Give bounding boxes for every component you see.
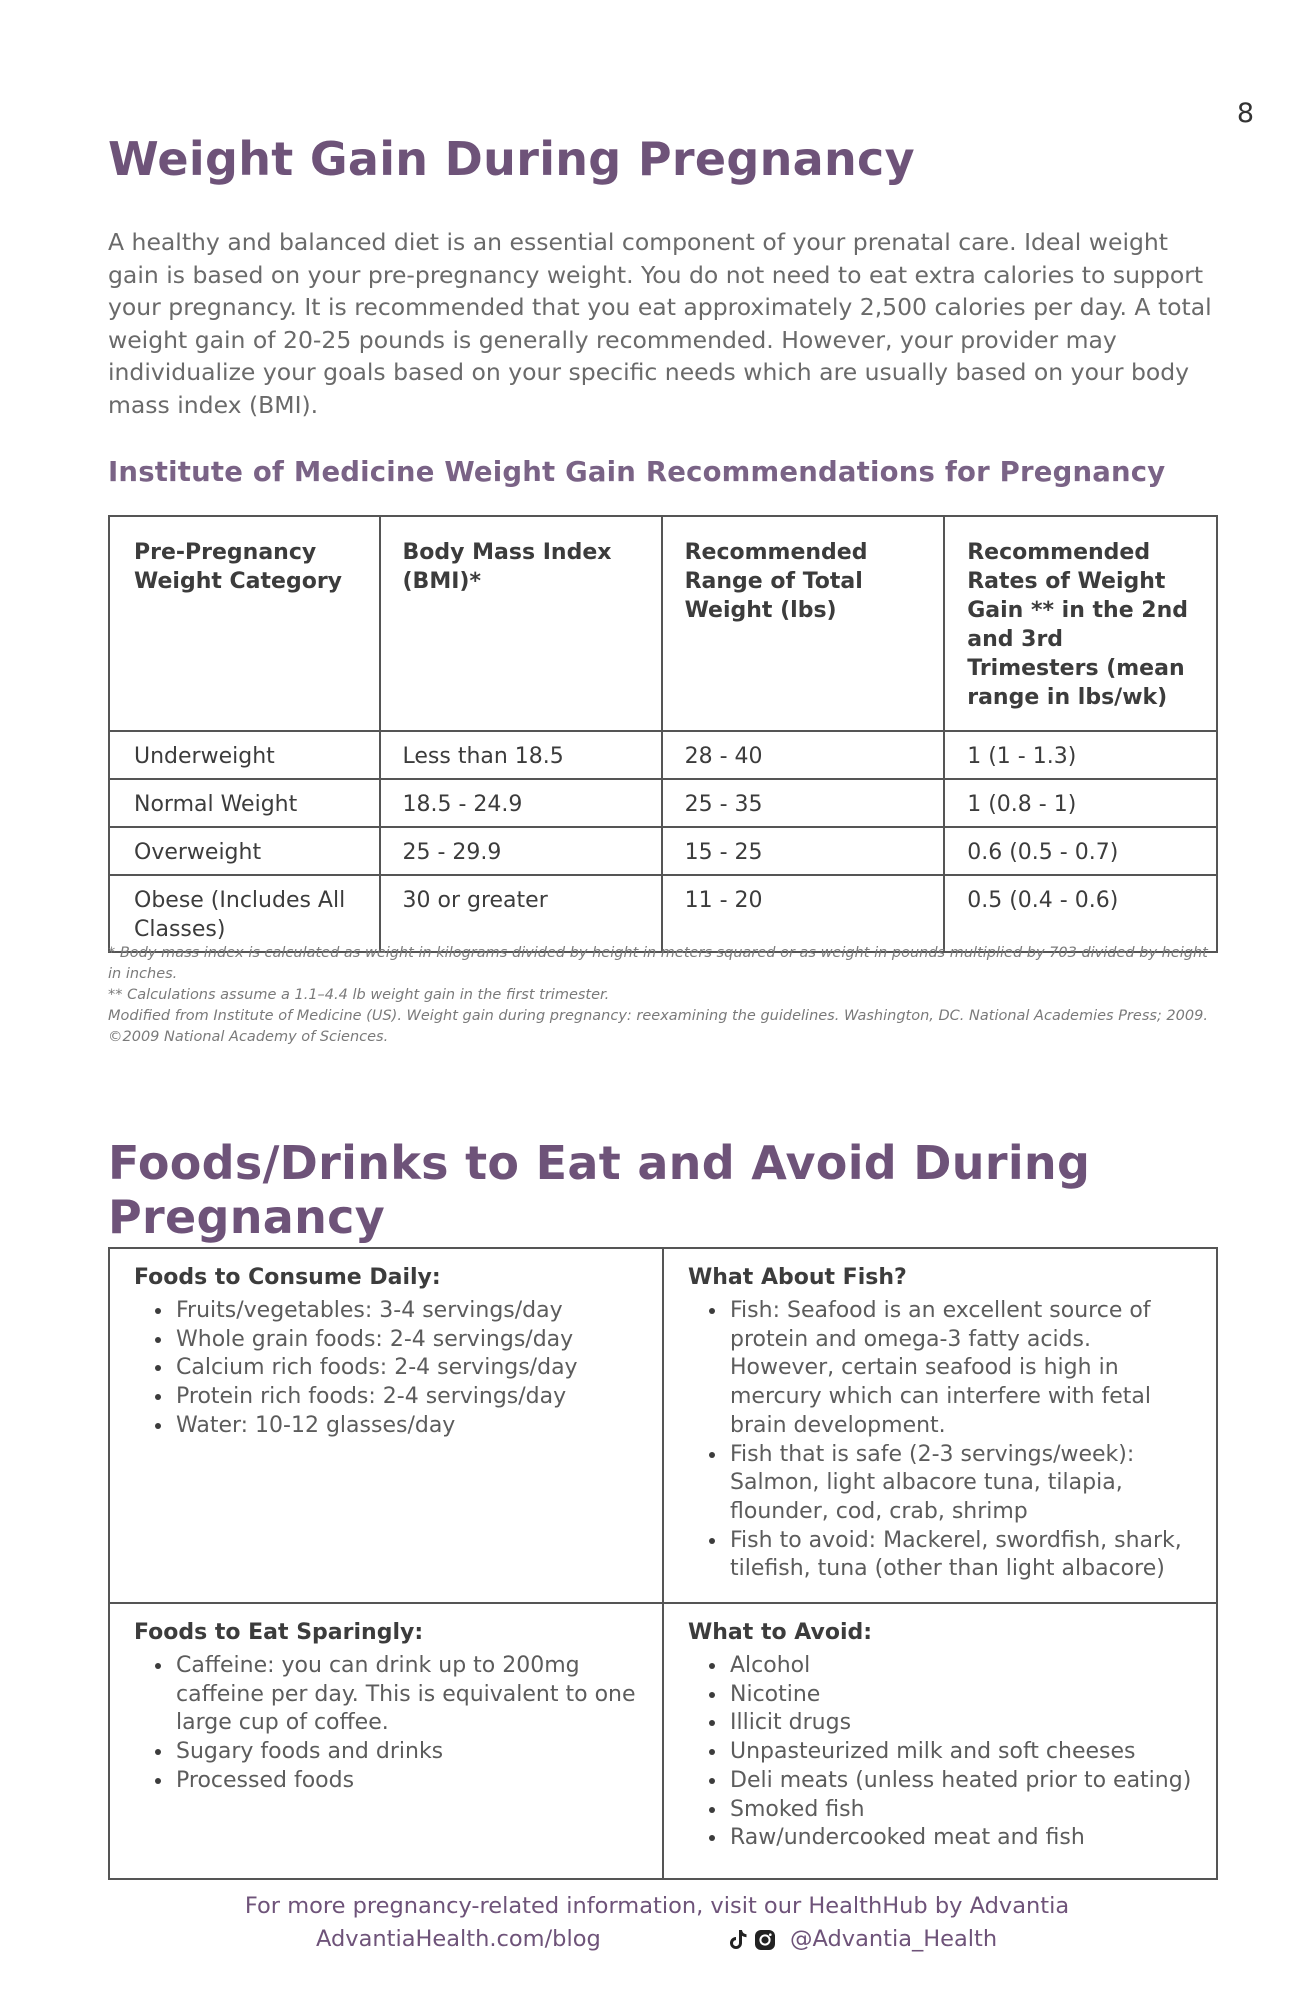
footer-links-line (0, 1923, 1314, 1956)
list-item: • Sugary foods and drinks (174, 1738, 642, 1767)
table-row (109, 827, 1217, 875)
list-item: • Unpasteurized milk and soft cheeses (728, 1738, 1196, 1767)
footer-info-line: For more pregnancy-related information, visit our HealthHub by Advantia (244, 1893, 1070, 1919)
list-item: • Whole grain foods: 2-4 servings/day (174, 1326, 642, 1355)
cell-title: What About Fish? (688, 1265, 907, 1290)
table-cell: 15 - 25 (662, 827, 945, 875)
list-item: • Alcohol (728, 1652, 1196, 1681)
list-item: • Water: 10-12 glasses/day (174, 1412, 642, 1441)
social-links (728, 1923, 997, 1956)
footer (0, 1890, 1314, 1956)
foods-row (109, 1248, 1217, 1603)
social-handle[interactable]: @Advantia_Health (790, 1926, 998, 1952)
tiktok-icon[interactable] (728, 1929, 748, 1951)
table-row (109, 731, 1217, 779)
foods-row (109, 1603, 1217, 1879)
item-list (688, 1297, 1196, 1584)
table-header-row (109, 516, 1217, 731)
list-item: • Raw/undercooked meat and fish (728, 1824, 1196, 1853)
foods-cell-avoid (663, 1603, 1217, 1879)
table-row (109, 875, 1217, 952)
cell-title: Foods to Consume Daily: (134, 1265, 441, 1290)
list-item: • Nicotine (728, 1681, 1196, 1710)
table-cell: Underweight (109, 731, 380, 779)
list-item: • Fruits/vegetables: 3-4 servings/day (174, 1297, 642, 1326)
foods-cell-fish (663, 1248, 1217, 1603)
list-item: • Fish: Seafood is an excellent source of protein and omega-3 fatty acids. However, certain seafood is high in mercury which can interfere with fetal brain development. (728, 1297, 1196, 1441)
cell-title: What to Avoid: (688, 1620, 873, 1646)
list-item: • Caffeine: you can drink up to 200mg caffeine per day. This is equivalent to one large cup of coffee. (174, 1652, 642, 1738)
cell-title: Foods to Eat Sparingly: (134, 1620, 424, 1646)
list-item: • Processed foods (174, 1767, 642, 1796)
table-row (109, 779, 1217, 827)
table-cell: 0.6 (0.5 - 0.7) (944, 827, 1217, 875)
bmi-table (108, 515, 1218, 953)
table-cell: 0.5 (0.4 - 0.6) (944, 875, 1217, 952)
table-cell: 11 - 20 (662, 875, 945, 952)
header-cell: Recommended Range of Total Weight (lbs) (662, 516, 945, 731)
list-item: • Fish to avoid: Mackerel, swordfish, shark, tilefish, tuna (other than light albacore) (728, 1527, 1196, 1584)
blog-link[interactable]: AdvantiaHealth.com/blog (316, 1926, 601, 1952)
list-item: • Fish that is safe (2-3 servings/week): Salmon, light albacore tuna, tilapia, flounder, cod, crab, shrimp (728, 1441, 1196, 1527)
weight-gain-title: Weight Gain During Pregnancy (108, 132, 915, 186)
table-title: Institute of Medicine Weight Gain Recommendations for Pregnancy (108, 456, 1166, 488)
footnote: * Body mass index is calculated as weight in kilograms divided by height in meters squared or as weight in pounds multiplied by 703 divided by height in inches. (108, 945, 1208, 982)
foods-title: Foods/Drinks to Eat and Avoid During Pregnancy (108, 1136, 1091, 1244)
table-cell: Normal Weight (109, 779, 380, 827)
table-cell: 1 (0.8 - 1) (944, 779, 1217, 827)
header-cell: Body Mass Index (BMI)* (380, 516, 662, 731)
table-cell: Obese (Includes All Classes) (109, 875, 380, 952)
header-cell: Pre-Pregnancy Weight Category (109, 516, 380, 731)
list-item: • Deli meats (unless heated prior to eating) (728, 1767, 1196, 1796)
footnotes (108, 943, 1218, 1048)
footnote: Modified from Institute of Medicine (US). Weight gain during pregnancy: reexamining the guidelines. Washington, DC. National Academies Press; 2009. ©2009 National Academy of Sciences. (108, 1008, 1208, 1045)
instagram-icon[interactable] (754, 1929, 776, 1951)
foods-table (108, 1247, 1218, 1880)
table-cell: Less than 18.5 (380, 731, 662, 779)
item-list (134, 1297, 642, 1441)
intro-paragraph: A healthy and balanced diet is an essential component of your prenatal care. Ideal weight gain is based on your pre-pregnancy weight. You do not need to eat extra calories to support your pregnancy. It is recommended that you eat approximately 2,500 calories per day. A total weight gain of 20-25 pounds is generally recommended. However, your provider may individualize your goals based on your specific needs which are usually based on your body mass index (BMI). (108, 228, 1212, 419)
list-item: • Smoked fish (728, 1796, 1196, 1825)
item-list (688, 1652, 1196, 1853)
footnote: ** Calculations assume a 1.1–4.4 lb weight gain in the first trimester. (108, 987, 610, 1003)
foods-cell-consume-daily (109, 1248, 663, 1603)
list-item: • Illicit drugs (728, 1709, 1196, 1738)
header-cell: Recommended Rates of Weight Gain ** in the 2nd and 3rd Trimesters (mean range in lbs/wk) (944, 516, 1217, 731)
table-cell: 25 - 29.9 (380, 827, 662, 875)
foods-cell-sparingly (109, 1603, 663, 1879)
table-cell: 1 (1 - 1.3) (944, 731, 1217, 779)
list-item: • Calcium rich foods: 2-4 servings/day (174, 1354, 642, 1383)
table-cell: 18.5 - 24.9 (380, 779, 662, 827)
table-cell: 28 - 40 (662, 731, 945, 779)
table-cell: 25 - 35 (662, 779, 945, 827)
table-cell: 30 or greater (380, 875, 662, 952)
item-list (134, 1652, 642, 1796)
page-number: 8 (1236, 98, 1254, 129)
table-cell: Overweight (109, 827, 380, 875)
list-item: • Protein rich foods: 2-4 servings/day (174, 1383, 642, 1412)
